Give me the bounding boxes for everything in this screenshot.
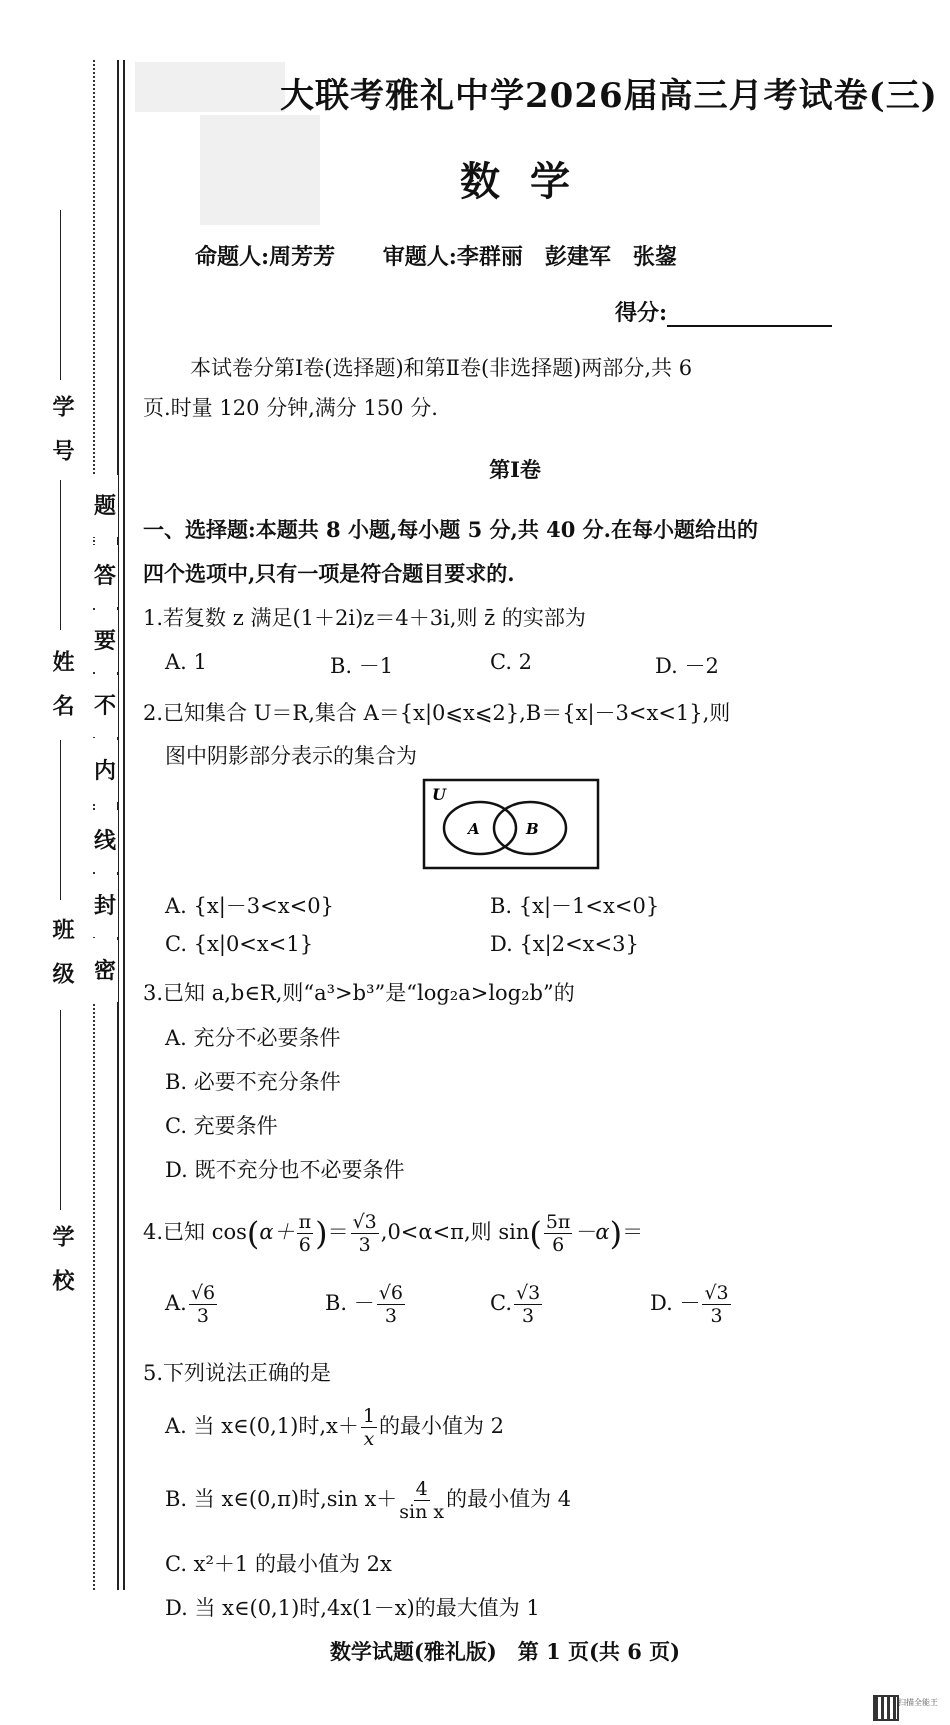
option: C. 充要条件 [165, 1114, 278, 1138]
option: B. 当 x∈(0,π)时,sin x＋ $\frac{4}{\text{sin x}}$ 的最小值为 4 [165, 1478, 572, 1523]
intro-line: 页.时量 120 分钟,满分 150 分. [143, 396, 438, 420]
seal-char: 密 [92, 940, 118, 1002]
option: A. 1 [165, 650, 207, 674]
fraction: $\frac{5\pi}{6}$ [545, 1211, 571, 1256]
page-footer: 数学试题(雅礼版) 第 1 页(共 6 页) [329, 1639, 681, 1664]
option: C. {x|0<x<1} [165, 932, 314, 956]
option: C. 2 [490, 650, 533, 674]
xuexiao-blank[interactable] [60, 1010, 61, 1210]
venn-diagram [422, 778, 602, 872]
exam-title: 大联考雅礼中学2026届高三月考试卷(三) [280, 76, 938, 116]
subject-title: 数学 [460, 158, 600, 205]
option: A. 当 x∈(0,1)时,x＋ $\frac{1}{x}$ 的最小值为 2 [165, 1405, 505, 1450]
watermark: 扫描全能王 [898, 1698, 938, 1707]
banji-blank[interactable] [60, 740, 61, 900]
q4-text: α＋ [259, 1220, 295, 1244]
option: D. －2 [655, 654, 719, 678]
q4-text: ＝ [622, 1220, 644, 1244]
venn-label-u: U [432, 785, 446, 804]
venn-label-b: B [526, 820, 539, 838]
q4-text: ＝ [327, 1220, 349, 1244]
q4-text: ,0<α<π,则 sin [380, 1220, 530, 1244]
seal-char: 内 [92, 740, 118, 802]
xuehao-blank[interactable] [60, 210, 61, 380]
score-label: 得分: [615, 300, 668, 326]
question-stem: 1.若复数 z 满足(1＋2i)z＝4＋3i,则 z̄ 的实部为 [143, 606, 586, 630]
option: D. 当 x∈(0,1)时,4x(1－x)的最大值为 1 [165, 1596, 540, 1620]
option: B. － $\frac{√6}{3}$ [325, 1282, 403, 1327]
seal-char: 不 [92, 675, 118, 737]
score-field [615, 296, 832, 327]
redacted-block [135, 62, 285, 112]
venn-universe-box [424, 780, 598, 868]
seal-char: 线 [92, 810, 118, 872]
fraction: $\frac{\pi}{6}$ [298, 1211, 312, 1256]
xingming-blank[interactable] [60, 480, 61, 630]
q4-text: －α [574, 1220, 610, 1244]
option: A. $\frac{√6}{3}$ [165, 1282, 216, 1327]
question-stem: 图中阴影部分表示的集合为 [165, 744, 417, 768]
xuehao-label: 学 号 [49, 395, 75, 461]
xuexiao-label: 学 校 [49, 1225, 75, 1291]
question-stem: 2.已知集合 U＝R,集合 A＝{x|0⩽x⩽2},B＝{x|－3<x<1},则 [143, 701, 731, 725]
question-stem: 5.下列说法正确的是 [143, 1361, 332, 1385]
section-heading: 四个选项中,只有一项是符合题目要求的. [143, 561, 515, 586]
option: B. {x|－1<x<0} [490, 894, 660, 918]
question-stem-q4: 4.已知 cos(α＋ $\frac{\pi}{6}$ )＝ $\frac{√3}{3}$ ,0<α<π,则 sin( $\frac{5\pi}{6}$ －α)＝ [143, 1211, 644, 1256]
part-title: 第Ⅰ卷 [489, 457, 541, 482]
fraction: $\frac{√3}{3}$ [352, 1211, 377, 1256]
banji-label: 班 级 [49, 918, 75, 984]
xingming-label: 姓 名 [49, 650, 75, 716]
authors [195, 240, 717, 271]
section-heading: 一、选择题:本题共 8 小题,每小题 5 分,共 40 分.在每小题给出的 [143, 517, 758, 542]
seal-char: 题 [92, 475, 118, 537]
author-setter: 命题人:周芳芳 [195, 244, 336, 270]
option: D. － $\frac{√3}{3}$ [650, 1282, 729, 1327]
binding-line [123, 60, 125, 1590]
option: C. x²＋1 的最小值为 2x [165, 1552, 392, 1576]
option: D. 既不充分也不必要条件 [165, 1158, 405, 1182]
q4-text: 4.已知 cos [143, 1220, 247, 1244]
option: C. $\frac{√3}{3}$ [490, 1282, 541, 1327]
qr-code-icon [873, 1695, 899, 1721]
option: A. 充分不必要条件 [165, 1026, 341, 1050]
seal-char: 答 [92, 545, 118, 607]
question-stem: 3.已知 a,b∈R,则“a³>b³”是“log₂a>log₂b”的 [143, 981, 575, 1005]
seal-char: 封 [92, 875, 118, 937]
score-blank[interactable] [667, 303, 832, 327]
intro-line: 本试卷分第Ⅰ卷(选择题)和第Ⅱ卷(非选择题)两部分,共 6 [190, 356, 693, 380]
author-reviewer: 审题人:李群丽 彭建军 张鋆 [382, 244, 677, 270]
option: D. {x|2<x<3} [490, 932, 639, 956]
option: B. 必要不充分条件 [165, 1070, 341, 1094]
option: A. {x|－3<x<0} [165, 894, 334, 918]
venn-label-a: A [468, 820, 480, 838]
seal-char: 要 [92, 610, 118, 672]
option: B. －1 [330, 654, 394, 678]
